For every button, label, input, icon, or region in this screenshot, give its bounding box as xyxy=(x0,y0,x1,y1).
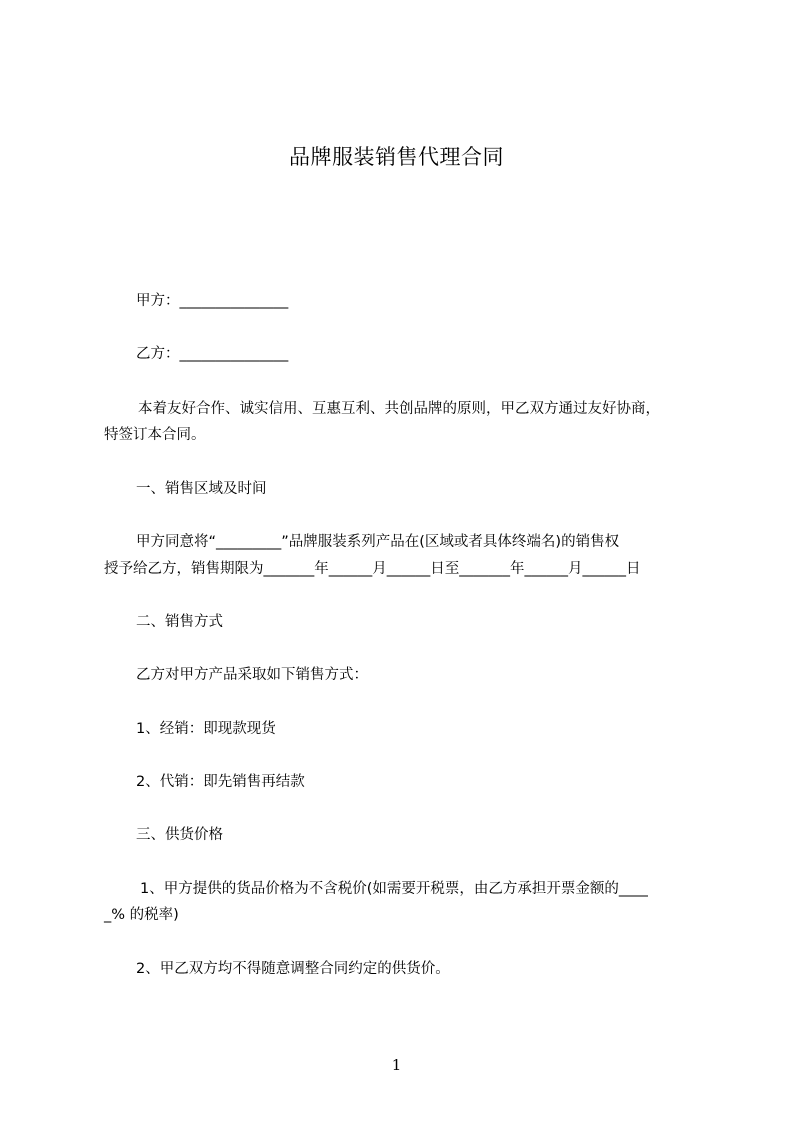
section-2-item-2: 2、代销：即先销售再结款 xyxy=(136,774,305,790)
section-3-heading: 三、供货价格 xyxy=(136,827,223,843)
party-b-line: 乙方：_______________ xyxy=(136,346,289,362)
section-3-item-2: 2、甲乙双方均不得随意调整合同约定的供货价。 xyxy=(136,961,450,977)
section-2-heading: 二、销售方式 xyxy=(136,614,223,630)
section-3-item-1-line-2: _% 的税率) xyxy=(104,907,179,923)
document-title: 品牌服装销售代理合同 xyxy=(289,145,504,169)
section-1-text-line-2: 授予给乙方，销售期限为_______年______月______日至_______年______月______日 xyxy=(104,561,641,577)
section-3-item-1-line-1: 1、甲方提供的货品价格为不含税价(如需要开税票，由乙方承担开票金额的____ xyxy=(140,881,648,897)
section-1-text-line-1: 甲方同意将“_________”品牌服装系列产品在(区域或者具体终端名)的销售权 xyxy=(136,534,620,550)
section-2-item-1: 1、经销：即现款现货 xyxy=(136,721,276,737)
preamble-line-1: 本着友好合作、诚实信用、互惠互利、共创品牌的原则，甲乙双方通过友好协商， xyxy=(138,401,660,417)
page-number: 1 xyxy=(391,1056,402,1074)
preamble-line-2: 特签订本合同。 xyxy=(104,427,206,443)
section-2-intro: 乙方对甲方产品采取如下销售方式： xyxy=(136,667,368,683)
section-1-heading: 一、销售区域及时间 xyxy=(136,481,267,497)
party-a-line: 甲方：_______________ xyxy=(136,293,289,309)
